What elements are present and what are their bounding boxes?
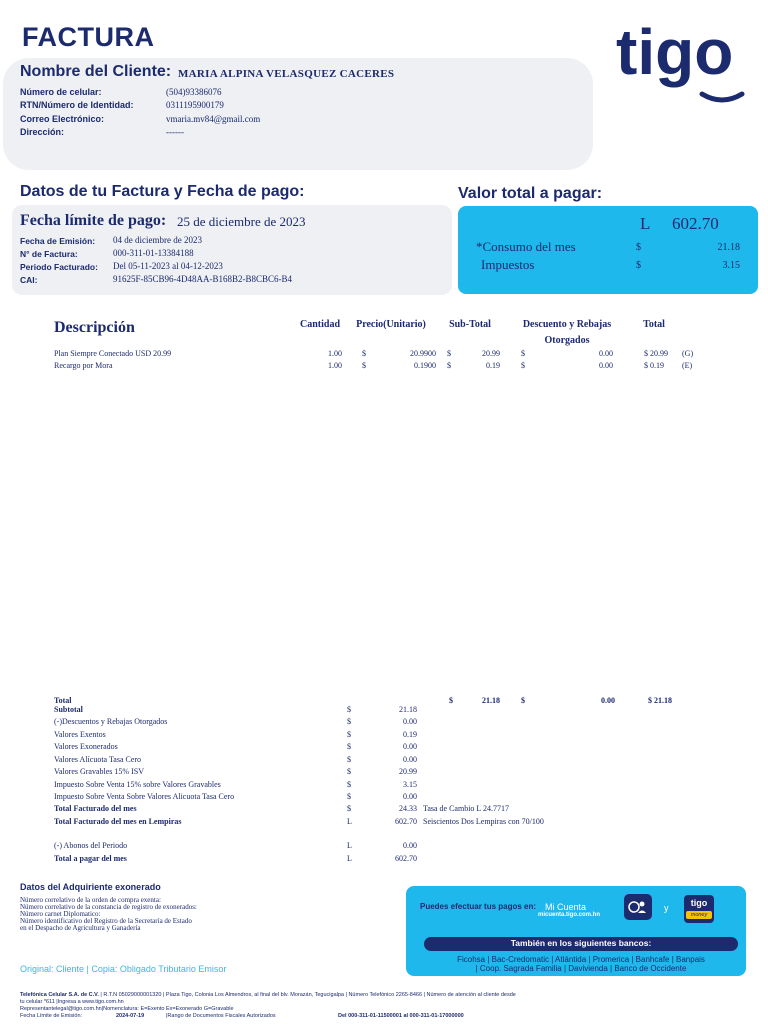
summary-value: 0.00 xyxy=(403,742,417,751)
rtn-value: 0311195900179 xyxy=(166,100,224,110)
row2-sub-sym: $ xyxy=(447,361,451,370)
summary-symbol: L xyxy=(347,817,352,826)
consumption-sym: $ xyxy=(636,242,641,253)
footer-limit-label: Fecha Límite de Emisión: xyxy=(20,1013,83,1019)
banks-list: | Coop. Sagrada Familia | Davivienda | Banco de Occidente xyxy=(475,964,687,973)
summary-label: Impuesto Sobre Venta Sobre Valores Alicuota Tasa Cero xyxy=(54,792,235,801)
exonerado-line: Número correlativo de la orden de compra exenta: xyxy=(20,896,161,904)
summary-label: Impuesto Sobre Venta 15% sobre Valores Gravables xyxy=(54,780,221,789)
summary-value: 20.99 xyxy=(399,767,417,776)
summary-value: 24.33 xyxy=(399,804,417,813)
footer-line-1 xyxy=(20,992,740,998)
banks-list: Ficohsa | Bac-Credomatic | Atlántida | Promerica | Banhcafe | Banpais xyxy=(457,955,705,964)
row2-disc-sym: $ xyxy=(521,361,525,370)
col-descuento-2: Otorgados xyxy=(544,335,590,346)
summary-label: Total Facturado del mes xyxy=(54,804,137,813)
address-label: Dirección: xyxy=(20,127,65,137)
tigo-logo xyxy=(612,12,754,104)
row1-flag: (G) xyxy=(682,349,694,358)
row1-desc: Plan Siempre Conectado USD 20.99 xyxy=(54,349,172,358)
row1-total: $ 20.99 xyxy=(644,349,668,358)
footer-range-label: |Rango de Documentos Fiscales Autorizados xyxy=(166,1013,276,1019)
row2-price: 0.1900 xyxy=(414,361,436,370)
summary-value: 0.19 xyxy=(403,730,417,739)
row1-price-sym: $ xyxy=(362,349,366,358)
description-heading: Descripción xyxy=(54,319,135,336)
summary-value: 602.70 xyxy=(395,854,417,863)
mi-cuenta-url[interactable]: micuenta.tigo.com.hn xyxy=(538,912,601,918)
total-currency: L xyxy=(640,214,651,233)
row2-desc: Recargo por Mora xyxy=(54,361,113,370)
taxes-sym: $ xyxy=(636,260,641,271)
mi-cuenta-link[interactable]: Mi Cuenta xyxy=(545,902,587,912)
summary-symbol: $ xyxy=(347,755,351,764)
summary-value: 0.00 xyxy=(403,717,417,726)
total-heading: Valor total a pagar: xyxy=(458,185,603,202)
summary-label: Total a pagar del mes xyxy=(54,854,127,863)
exonerado-line: Número carnet Diplomatico: xyxy=(20,910,101,918)
address-value: ------ xyxy=(166,127,184,137)
footer-range: Del 000-311-01-11500001 al 000-311-01-17000000 xyxy=(338,1013,464,1019)
row2-qty: 1.00 xyxy=(328,361,342,370)
summary-label: (-)Descuentos y Rebajas Otorgados xyxy=(54,717,168,726)
exonerado-line: en el Despacho de Agricultura y Ganadería xyxy=(20,924,141,932)
footer-line-3: Representantelegal@tigo.com.hn|Nomenclatura: E=Exento Ex=Exonerado G=Gravable xyxy=(20,1006,234,1012)
rtn-label: RTN/Número de Identidad: xyxy=(20,100,134,110)
phone-value: (504)93386076 xyxy=(166,87,222,97)
footer-company: Telefónica Celular S.A. de C.V. xyxy=(20,992,99,998)
row2-disc: 0.00 xyxy=(599,361,613,370)
col-precio: Precio(Unitario) xyxy=(356,319,426,330)
tigo-money-icon xyxy=(684,895,714,923)
exonerado-line: Número identificativo del Registro de la Secretaría de Estado xyxy=(20,917,192,925)
totals-total: $ 21.18 xyxy=(648,696,672,705)
summary-symbol: $ xyxy=(347,804,351,813)
summary-label: (-) Abonos del Periodo xyxy=(54,841,128,850)
row1-disc: 0.00 xyxy=(599,349,613,358)
row2-flag: (E) xyxy=(682,361,693,370)
col-total: Total xyxy=(643,319,665,330)
summary-symbol: $ xyxy=(347,717,351,726)
summary-value: 21.18 xyxy=(399,705,417,714)
col-cantidad: Cantidad xyxy=(299,319,340,330)
summary-symbol: $ xyxy=(347,767,351,776)
totals-sub-sym: $ xyxy=(449,696,453,705)
phone-label: Número de celular: xyxy=(20,87,102,97)
col-subtotal: Sub-Total xyxy=(449,319,491,330)
footer-line-2: tu celular *611 |Ingresa a www.tigo.com.hn xyxy=(20,999,124,1005)
client-name-label: Nombre del Cliente: xyxy=(20,63,172,80)
invoice-title: FACTURA xyxy=(22,22,155,52)
taxes-label: Impuestos xyxy=(481,257,535,272)
invoice-heading: Datos de tu Factura y Fecha de pago: xyxy=(20,183,305,200)
row1-sub-sym: $ xyxy=(447,349,451,358)
email-value: vmaria.mv84@gmail.com xyxy=(166,114,261,124)
consumption-value: 21.18 xyxy=(717,242,740,253)
invoice-number-label: N° de Factura: xyxy=(20,249,78,259)
cai-value: 91625F-85CB96-4D48AA-B168B2-B8CBC6-B4 xyxy=(113,274,293,284)
row1-sub: 20.99 xyxy=(482,349,500,358)
summary-value: 0.00 xyxy=(403,792,417,801)
invoice-number-value: 000-311-01-13384188 xyxy=(113,248,194,258)
summary-label: Valores Alícuota Tasa Cero xyxy=(54,755,142,764)
logo-text: tigo xyxy=(616,16,734,88)
col-descuento: Descuento y Rebajas xyxy=(522,319,612,330)
period-value: Del 05-11-2023 al 04-12-2023 xyxy=(113,261,223,271)
summary-label: Valores Exentos xyxy=(54,730,106,739)
tigo-money-sub: money xyxy=(686,911,712,919)
summary-symbol: $ xyxy=(347,730,351,739)
summary-symbol: L xyxy=(347,854,352,863)
mobile-app-icon xyxy=(624,894,652,920)
summary-symbol: $ xyxy=(347,792,351,801)
summary-note: Tasa de Cambio L 24.7717 xyxy=(423,804,510,813)
client-name-value: MARIA ALPINA VELASQUEZ CACERES xyxy=(178,68,395,80)
totals-sub: 21.18 xyxy=(482,696,500,705)
exonerado-title: Datos del Adquiriente exonerado xyxy=(20,882,161,892)
summary-note: Seiscientos Dos Lempiras con 70/100 xyxy=(423,817,544,826)
row1-qty: 1.00 xyxy=(328,349,342,358)
totals-label: Total xyxy=(54,696,72,705)
row1-price: 20.9900 xyxy=(410,349,436,358)
footer-limit-date: 2024-07-19 xyxy=(116,1013,145,1019)
consumption-label: *Consumo del mes xyxy=(476,239,576,254)
taxes-value: 3.15 xyxy=(722,260,740,271)
cai-label: CAI: xyxy=(20,275,38,285)
summary-label: Valores Gravables 15% ISV xyxy=(54,767,144,776)
summary-symbol: L xyxy=(347,841,352,850)
summary-symbol: $ xyxy=(347,780,351,789)
summary-value: 0.00 xyxy=(403,841,417,850)
issue-date-label: Fecha de Emisión: xyxy=(20,236,96,246)
summary-value: 602.70 xyxy=(395,817,417,826)
tigo-money-brand: tigo xyxy=(690,898,708,908)
period-label: Periodo Facturado: xyxy=(20,262,98,272)
footer-line1-text: | R.T.N 05029000001320 | Plaza Tigo, Colonia Los Almendros, al final del blv. Morazán, Tegucigalpa | Número Telefónico 2265-8466 | Número de atención al cliente desde xyxy=(100,992,516,998)
issue-date-value: 04 de diciembre de 2023 xyxy=(113,235,202,245)
row2-price-sym: $ xyxy=(362,361,366,370)
and-text: y xyxy=(664,903,669,913)
exonerado-line: Número correlativo de la constancia de registro de exonerados: xyxy=(20,903,197,911)
summary-label: Valores Exonerados xyxy=(54,742,118,751)
due-date-value: 25 de diciembre de 2023 xyxy=(177,214,306,229)
banks-title: También en los siguientes bancos: xyxy=(510,938,652,948)
copy-notice: Original: Cliente | Copia: Obligado Tributario Emisor xyxy=(20,964,227,974)
summary-label: Total Facturado del mes en Lempiras xyxy=(54,817,182,826)
row2-total: $ 0.19 xyxy=(644,361,664,370)
totals-disc-sym: $ xyxy=(521,696,525,705)
summary-value: 0.00 xyxy=(403,755,417,764)
summary-symbol: $ xyxy=(347,705,351,714)
row1-disc-sym: $ xyxy=(521,349,525,358)
summary-value: 3.15 xyxy=(403,780,417,789)
summary-label: Subtotal xyxy=(54,705,83,714)
total-amount: 602.70 xyxy=(672,214,719,233)
due-date-label: Fecha límite de pago: xyxy=(20,212,167,229)
payment-label: Puedes efectuar tus pagos en: xyxy=(420,902,537,911)
summary-symbol: $ xyxy=(347,742,351,751)
totals-disc: 0.00 xyxy=(601,696,615,705)
email-label: Correo Electrónico: xyxy=(20,114,105,124)
row2-sub: 0.19 xyxy=(486,361,500,370)
